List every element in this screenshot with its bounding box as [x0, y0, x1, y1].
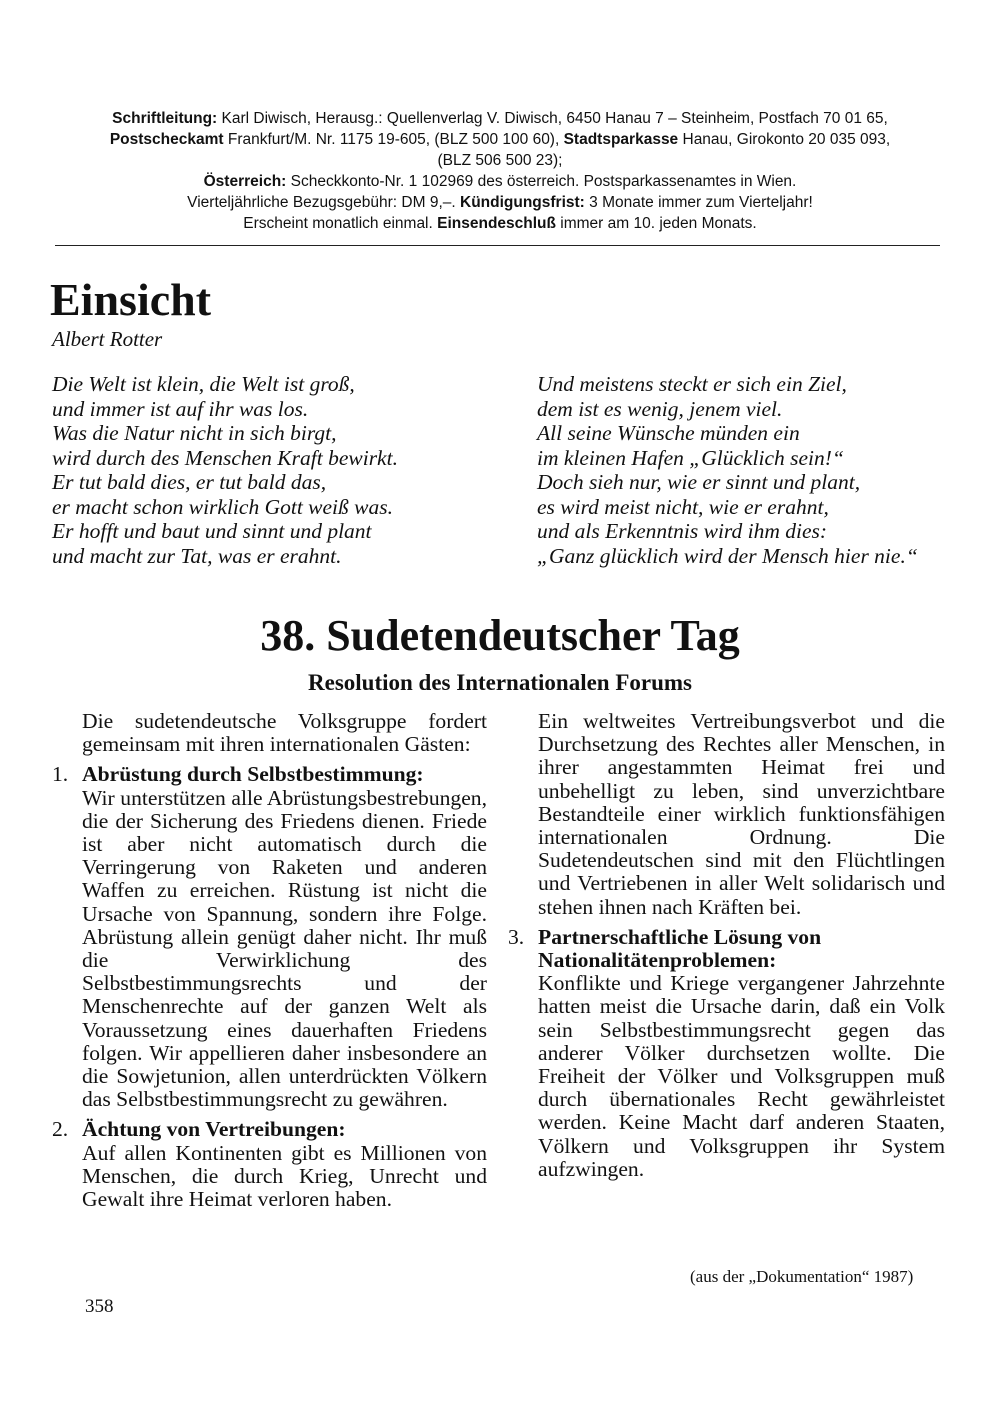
item-text: Auf allen Kontinenten gibt es Millionen von Menschen, die durch Krieg, Unrecht und Gewalt ihre Heimat verloren haben. [82, 1140, 487, 1212]
masthead-line [55, 171, 945, 192]
masthead-line [55, 150, 945, 171]
poem-author: Albert Rotter [52, 327, 163, 351]
poem-line: Und meistens steckt er sich ein Ziel, [537, 372, 847, 396]
poem-stanza-left [52, 372, 472, 568]
poem-line: im kleinen Hafen „Glücklich sein!“ [537, 445, 844, 470]
page-number: 358 [85, 1296, 114, 1317]
resolution-item [52, 1118, 487, 1211]
article-title: 38. Sudetendeutscher Tag [260, 611, 740, 660]
masthead-line [55, 108, 945, 129]
article-column-right [508, 710, 945, 1181]
item-text-continued: Ein weltweites Vertreibungsverbot und die Durchsetzung des Rechtes aller Menschen, in ihrer angestammten Heimat frei und unbehelligt zu leben, sind unverzichtbare Bestandteile einer wirklich funktionsfähigen internationalen Ordnung. Die Sudetendeutschen sind mit den Flüchtlingen und Vertriebenen in aller Welt solidarisch und stehen ihnen nach Kräften bei. [538, 709, 945, 919]
masthead-text: Scheckkonto-Nr. 1 102969 des österreich. Postsparkassenamtes in Wien. [286, 173, 797, 190]
poem-line: Doch sieh nur, wie er sinnt und plant, [537, 470, 861, 494]
poem-line: Er hofft und baut und sinnt und plant [52, 519, 372, 543]
masthead-line [55, 129, 945, 150]
item-heading: Abrüstung durch Selbstbestimmung: [82, 762, 424, 787]
masthead-label: Stadtsparkasse [559, 131, 679, 148]
poem-stanza-right [537, 372, 957, 568]
article-column-left [52, 710, 487, 1211]
article-intro: Die sudetendeutsche Volksgruppe fordert gemeinsam mit ihren internationalen Gästen: [82, 709, 487, 757]
source-note: (aus der „Dokumentation“ 1987) [690, 1267, 914, 1286]
poem-line: es wird meist nicht, wie er erahnt, [537, 494, 829, 519]
item-heading: Ächtung von Vertreibungen: [82, 1117, 346, 1142]
poem-line: All seine Wünsche münden ein [537, 421, 800, 445]
poem-line: Die Welt ist klein, die Welt ist groß, [52, 372, 355, 396]
item-number: 1. [52, 762, 69, 787]
masthead-text: Vierteljährliche Bezugsgebühr: DM 9,–. [187, 194, 456, 211]
poem-line: und macht zur Tat, was er erahnt. [52, 543, 342, 568]
poem-line: dem ist es wenig, jenem viel. [537, 396, 783, 421]
masthead-line [55, 192, 945, 213]
masthead-text: Frankfurt/M. Nr. 1175 19-605, (BLZ 500 100 60), [223, 131, 560, 148]
item-text: Konflikte und Kriege vergangener Jahrzehnte hatten meist die Ursache darin, daß ein Volk sein Selbstbestimmungsrecht gegen das anderer Völker durchsetzen wollte. Die Freiheit der Völker und Volksgruppen muß durch übernationales Recht gewährleistet werden. Keine Macht darf anderen Staaten, Völkern und Volksgruppen ihr System aufzwingen. [538, 971, 945, 1181]
masthead-text: 3 Monate immer zum Vierteljahr! [584, 194, 813, 211]
poem-line: Er tut bald dies, er tut bald das, [52, 470, 327, 494]
masthead-label: Österreich: [203, 173, 287, 190]
poem-line: Was die Natur nicht in sich birgt, [52, 421, 337, 445]
article-subtitle: Resolution des Internationalen Forums [308, 670, 692, 695]
poem-line: wird durch des Menschen Kraft bewirkt. [52, 445, 398, 470]
masthead [55, 108, 945, 234]
item-number: 3. [508, 924, 525, 949]
poem-line: er macht schon wirklich Gott weiß was. [52, 494, 393, 519]
header-divider [55, 245, 940, 246]
masthead-label: Einsendeschluß [432, 215, 556, 232]
masthead-text: (BLZ 506 500 23); [437, 152, 563, 169]
item-number: 2. [52, 1117, 69, 1142]
poem-line: und als Erkenntnis wird ihm dies: [537, 519, 828, 543]
poem-line: und immer ist auf ihr was los. [52, 396, 309, 421]
resolution-item [508, 926, 945, 1181]
masthead-label: Schriftleitung: [112, 110, 218, 127]
resolution-item [52, 763, 487, 1111]
item-heading: Partnerschaftliche Lösung von Nationalitätenproblemen: [538, 924, 822, 973]
masthead-text: Karl Diwisch, Herausg.: Quellenverlag V. Diwisch, 6450 Hanau 7 – Steinheim, Postfach 70 01 65, [217, 110, 888, 127]
masthead-label: Postscheckamt [109, 131, 224, 148]
poem-title: Einsicht [50, 274, 212, 325]
masthead-text: Hanau, Girokonto 20 035 093, [678, 131, 891, 148]
masthead-label: Kündigungsfrist: [455, 194, 585, 211]
masthead-line [55, 213, 945, 234]
poem-line: „Ganz glücklich wird der Mensch hier nie.“ [537, 543, 918, 568]
item-text: Wir unterstützen alle Abrüstungsbestrebungen, die der Sicherung des Friedens dienen. Friede ist aber nicht automatisch durch die Verringerung von Raketen und anderen Waffen zu erreichen. Rüstung ist nicht die Ursache von Spannung, sondern ihre Folge. Abrüstung allein genügt daher nicht. Ihr muß die Verwirklichung des Selbstbestimmungsrechts und der Menschenrechte auf der ganzen Welt als Voraussetzung eines dauerhaften Friedens folgen. Wir appellieren daher insbesondere an die Sowjetunion, allen unterdrückten Völkern das Selbstbestimmungsrecht zu gewähren. [82, 785, 487, 1112]
masthead-text: Erscheint monatlich einmal. [243, 215, 433, 232]
masthead-text: immer am 10. jeden Monats. [555, 215, 757, 232]
